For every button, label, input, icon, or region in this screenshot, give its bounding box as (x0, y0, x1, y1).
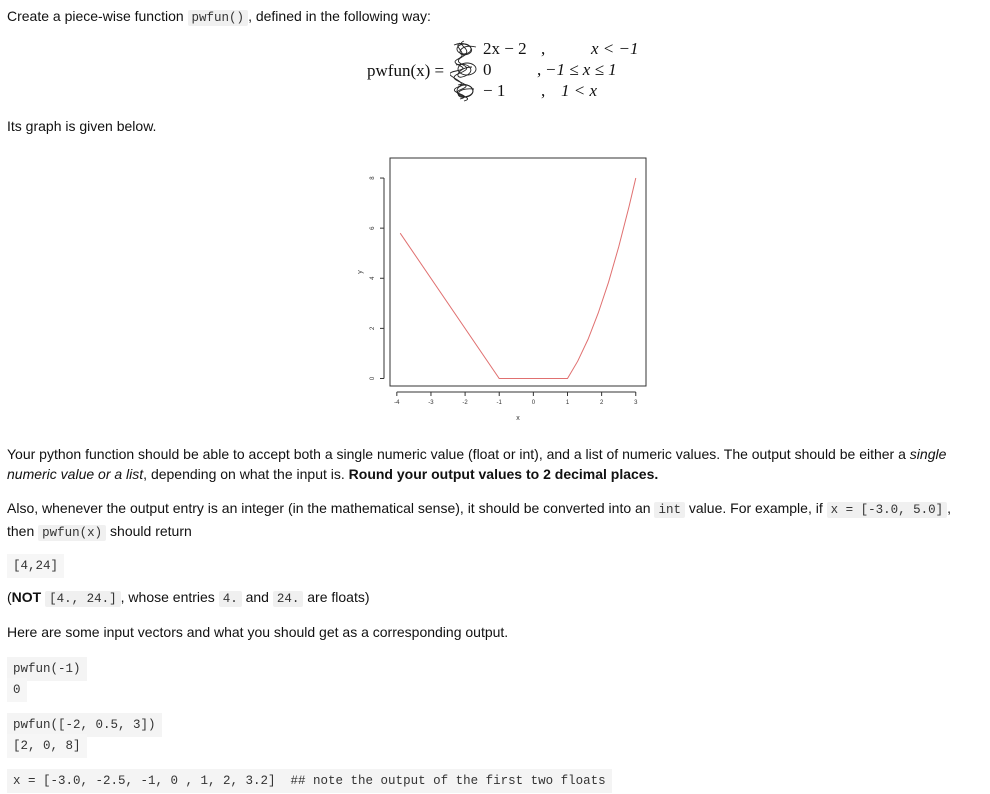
not-floats-line: (NOT [4., 24.] , whose entries 4. and 24. are floats) (7, 589, 370, 606)
x-axis-label: x (516, 415, 520, 422)
x-tick-label: -2 (462, 400, 468, 406)
y-tick-label: 8 (370, 176, 376, 180)
y-tick-label: 2 (370, 326, 376, 331)
int-conversion-paragraph: Also, whenever the output entry is an integer (in the mathematical sense), it should be converted into an int value. For example, if x = [-3.0, 5.0] , then pwfun(x) should return (7, 500, 952, 540)
requirements-paragraph: Your python function should be able to accept both a single numeric value (float or int), and a list of numeric values. The output should be either a single numeric value or a list, depending on what the input is. Round your output values to 2 decimal places. (7, 446, 947, 482)
graph-caption: Its graph is given below. (7, 118, 157, 134)
case-2-sep: , (537, 60, 542, 79)
case-3-cond: 1 < x (561, 81, 598, 100)
example-3-input: x = [-3.0, -2.5, -1, 0 , 1, 2, 3.2] ## note the output of the first two floats (7, 769, 612, 793)
plot-frame (390, 158, 646, 386)
y-tick-label: 4 (370, 276, 376, 280)
example-output-block: [4,24] (7, 554, 64, 578)
example-2-output: [2, 0, 8] (7, 734, 87, 758)
case-1-cond: x < −1 (591, 39, 639, 58)
y-axis-label: y (357, 270, 364, 274)
case-1-sep: , (541, 39, 546, 58)
examples-intro: Here are some input vectors and what you should get as a corresponding output. (7, 624, 509, 640)
y-tick-label: 6 (370, 226, 376, 230)
case-3-expr: − 1 (483, 81, 506, 100)
case-2-expr: 0 (483, 60, 492, 79)
y-tick-label: 0 (370, 376, 376, 381)
piecewise-formula (365, 37, 665, 105)
example-1-input: pwfun(-1) (7, 657, 87, 681)
x-tick-label: 2 (599, 400, 604, 406)
case-2-cond: −1 ≤ x ≤ 1 (545, 60, 617, 79)
function-name-code: pwfun() (188, 10, 249, 26)
x-tick-label: -3 (428, 400, 434, 406)
function-plot (355, 150, 655, 430)
example-2-input: pwfun([-2, 0.5, 3]) (7, 713, 162, 737)
x-tick-label: 3 (634, 400, 638, 406)
formula-lhs: pwfun(x) = (367, 61, 445, 80)
case-3-sep: , (541, 81, 546, 100)
x-tick-label: 0 (531, 400, 536, 406)
x-tick-label: -1 (496, 400, 502, 406)
x-tick-label: 1 (565, 400, 570, 406)
example-1-output: 0 (7, 678, 27, 702)
case-1-expr: 2x − 2 (483, 39, 527, 58)
x-tick-label: -4 (394, 400, 400, 406)
intro-line: Create a piece-wise function pwfun() , defined in the following way: (7, 8, 431, 25)
